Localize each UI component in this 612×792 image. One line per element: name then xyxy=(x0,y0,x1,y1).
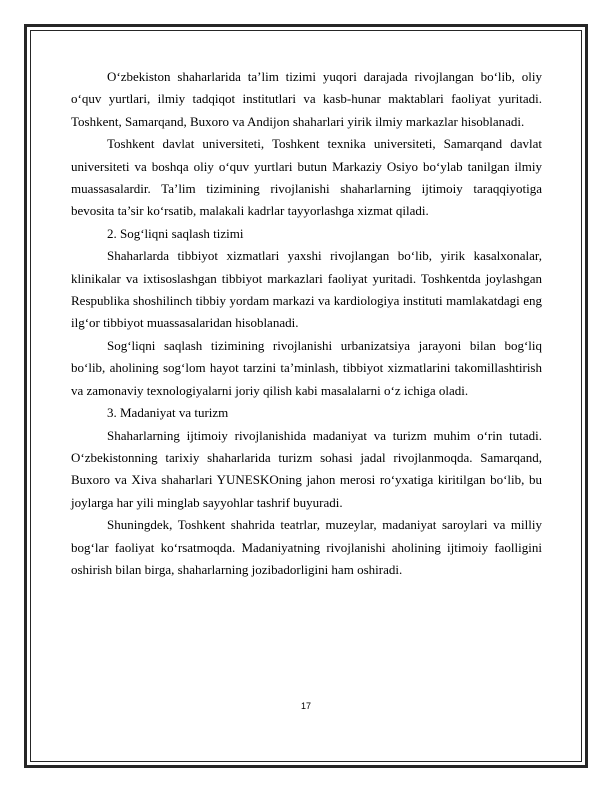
paragraph-education-overview: O‘zbekiston shaharlarida ta’lim tizimi yuqori darajada rivojlangan bo‘lib, oliy o‘quv yurtlari, ilmiy tadqiqot institutlari va kasb-hunar maktablari faoliyat yuritadi. Toshkent, Samarqand, Buxoro va Andijon shaharlari yirik ilmiy markazlar hisoblanadi. xyxy=(71,69,542,129)
section-heading-healthcare: 2. Sog‘liqni saqlash tizimi xyxy=(107,225,244,241)
paragraph-healthcare-development: Sog‘liqni saqlash tizimining rivojlanishi urbanizatsiya jarayoni bilan bog‘liq bo‘lib, aholining sog‘lom hayot tarzini ta’minlash, tibbiyot xizmatlarini takomillashtirish va zamonaviy texnologiyalarni joriy qilish kabi masalalarni o‘z ichiga oladi. xyxy=(71,337,542,398)
paragraph-tourism: Shaharlarning ijtimoiy rivojlanishida madaniyat va turizm muhim o‘rin tutadi. O‘zbekistonning tarixiy shaharlarida turizm sohasi jadal rivojlanmoqda. Samarqand, Buxoro va Xiva shaharlari YUNESKOning jahon merosi ro‘yxatiga kiritilgan bo‘lib, bu joylarga har yili minglab sayyohlar tashrif buyuradi. xyxy=(71,427,542,510)
paragraph-universities: Toshkent davlat universiteti, Toshkent texnika universiteti, Samarqand davlat universiteti va boshqa oliy o‘quv yurtlari butun Markaziy Osiyo bo‘ylab tanilgan ilmiy muassasalardir. Ta’lim tizimining rivojlanishi shaharlarning ijtimoiy taraqqiyotiga bevosita ta’sir ko‘rsatib, malakali kadrlar tayyorlashga xizmat qiladi. xyxy=(71,136,542,219)
paragraph-medical-services: Shaharlarda tibbiyot xizmatlari yaxshi rivojlangan bo‘lib, yirik kasalxonalar, klinikalar va ixtisoslashgan tibbiyot markazlari faoliyat yuritadi. Toshkentda joylashgan Respublika shoshilinch tibbiy yordam markazi va kardiologiya instituti mamlakatdagi eng ilg‘or tibbiyot muassasalaridan hisoblanadi. xyxy=(71,248,542,331)
section-heading-culture-tourism: 3. Madaniyat va turizm xyxy=(107,405,229,421)
page-number: 17 xyxy=(300,701,311,711)
document-body xyxy=(71,66,542,581)
paragraph-culture: Shuningdek, Toshkent shahrida teatrlar, muzeylar, madaniyat saroylari va milliy bog‘lar faoliyat ko‘rsatmoqda. Madaniyatning rivojlanishi aholining ijtimoiy faolligini oshirish bilan birga, shaharlarning jozibadorligini ham oshiradi. xyxy=(71,517,542,577)
